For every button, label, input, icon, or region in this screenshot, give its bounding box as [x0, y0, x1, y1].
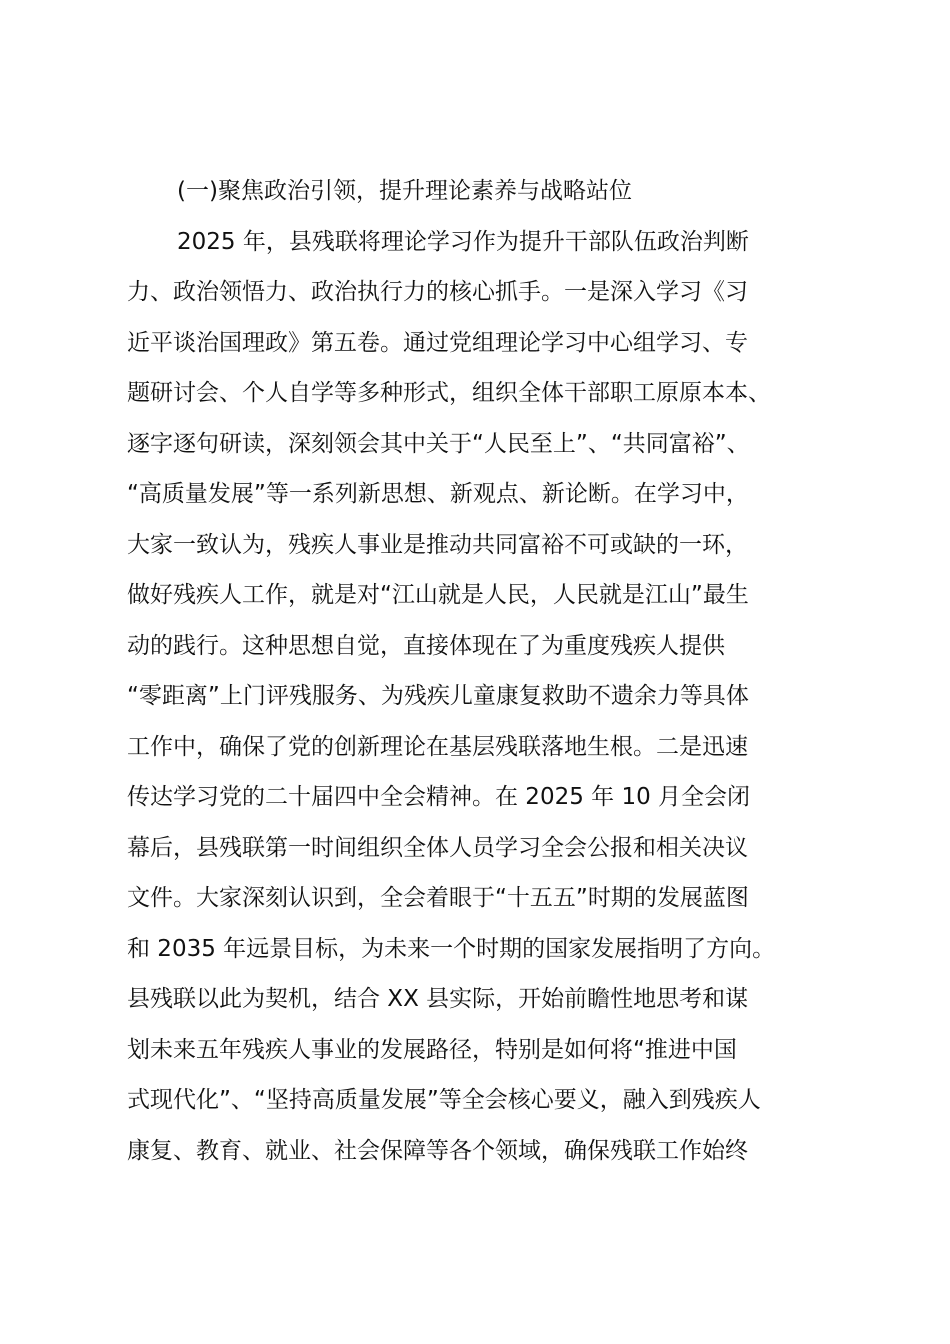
paragraph-line: 力、政治领悟力、政治执行力的核心抓手。一是深入学习《习 [127, 279, 748, 305]
paragraph-line: 2025 年，县残联将理论学习作为提升干部队伍政治判断 [177, 228, 749, 255]
paragraph-line: 近平谈治国理政》第五卷。通过党组理论学习中心组学习、专 [127, 329, 748, 356]
paragraph-line: “零距离”上门评残服务、为残疾儿童康复救助不遗余力等具体 [127, 683, 749, 709]
paragraph-line: 做好残疾人工作，就是对“江山就是人民，人民就是江山”最生 [127, 582, 749, 608]
paragraph-line: 文件。大家深刻认识到，全会着眼于“十五五”时期的发展蓝图 [127, 885, 749, 911]
paragraph-line: 题研讨会、个人自学等多种形式，组织全体干部职工原原本本、 [127, 380, 771, 406]
paragraph-line: 传达学习党的二十届四中全会精神。在 2025 年 10 月全会闭 [127, 784, 751, 810]
section-heading: (一)聚焦政治引领，提升理论素养与战略站位 [177, 178, 632, 204]
paragraph-line: “高质量发展”等一系列新思想、新观点、新论断。在学习中， [127, 481, 749, 507]
paragraph-line: 和 2035 年远景目标，为未来一个时期的国家发展指明了方向。 [127, 935, 776, 962]
paragraph-line: 逐字逐句研读，深刻领会其中关于“人民至上”、“共同富裕”、 [127, 430, 750, 457]
paragraph-line: 划未来五年残疾人事业的发展路径，特别是如何将“推进中国 [127, 1036, 737, 1063]
paragraph-line: 工作中，确保了党的创新理论在基层残联落地生根。二是迅速 [127, 733, 748, 760]
paragraph-line: 大家一致认为，残疾人事业是推动共同富裕不可或缺的一环， [127, 531, 748, 558]
paragraph-line: 幕后，县残联第一时间组织全体人员学习全会公报和相关决议 [127, 834, 748, 861]
paragraph-line: 康复、教育、就业、社会保障等各个领域，确保残联工作始终 [127, 1137, 748, 1164]
document-body [127, 166, 847, 1176]
paragraph-line: 动的践行。这种思想自觉，直接体现在了为重度残疾人提供 [127, 632, 725, 659]
paragraph-line: 县残联以此为契机，结合 XX 县实际，开始前瞻性地思考和谋 [127, 986, 749, 1012]
paragraph-line: 式现代化”、“坚持高质量发展”等全会核心要义，融入到残疾人 [127, 1087, 761, 1113]
